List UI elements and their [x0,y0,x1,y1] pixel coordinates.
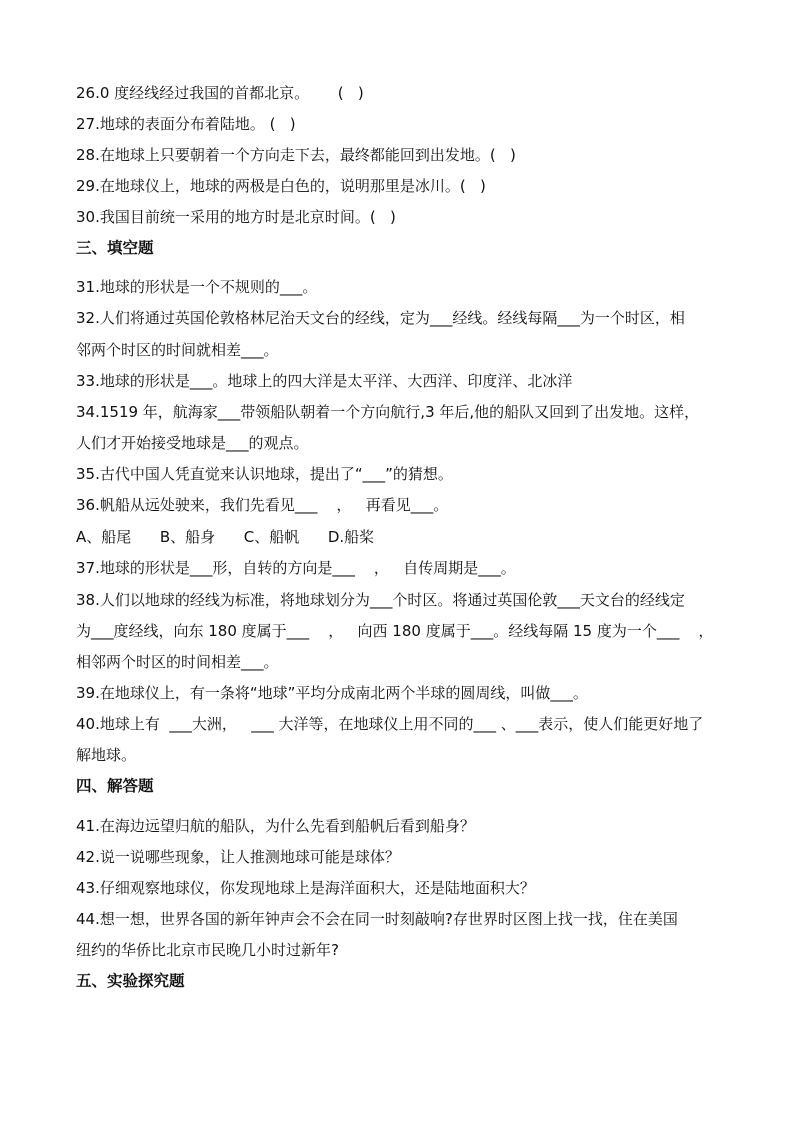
question-44-line-2: 纽约的华侨比北京市民晚几小时过新年? [76,941,339,959]
question-38-line-2: 为___度经线，向东 180 度属于___ ， 向西 180 度属于___。经线每隔 15 度为一个___ ， [76,622,714,640]
question-43: 43.仔细观察地球仪，你发现地球上是海洋面积大，还是陆地面积大？ [76,879,535,897]
question-42: 42.说一说哪些现象，让人推测地球可能是球体？ [76,848,400,866]
question-41: 41.在海边远望归航的船队，为什么先看到船帆后看到船身？ [76,817,475,835]
question-32-line-1: 32.人们将通过英国伦敦格林尼治天文台的经线，定为___经线。经线每隔___为一个时区，相 [76,309,685,327]
question-29: 29.在地球仪上，地球的两极是白色的，说明那里是冰川。( ) [76,177,486,195]
question-33: 33.地球的形状是___。地球上的四大洋是太平洋、大西洋、印度洋、北冰洋 [76,372,573,390]
section-heading-answer: 四、解答题 [76,777,154,795]
question-37: 37.地球的形状是___形，自转的方向是___ ， 自传周期是___。 [76,559,516,577]
question-39: 39.在地球仪上，有一条将“地球”平均分成南北两个半球的圆周线，叫做___。 [76,684,588,702]
section-heading-experiment: 五、实验探究题 [76,972,185,990]
question-40-line-2: 解地球。 [76,746,137,764]
question-34-line-2: 人们才开始接受地球是___的观点。 [76,434,309,452]
question-30: 30.我国目前统一采用的地方时是北京时间。( ) [76,208,396,226]
question-27: 27.地球的表面分布着陆地。 ( ) [76,115,296,133]
question-38-line-3: 相邻两个时区的时间相差___。 [76,653,279,671]
question-38-line-1: 38.人们以地球的经线为标准，将地球划分为___个时区。将通过英国伦敦___天文台的经线定 [76,591,685,609]
question-44-line-1: 44.想一想，世界各国的新年钟声会不会在同一时刻敲响?存世界时区图上找一找，住在美国 [76,910,678,928]
question-36: 36.帆船从远处驶来，我们先看见___ ， 再看见___。 [76,496,449,514]
question-31: 31.地球的形状是一个不规则的___。 [76,278,318,296]
question-28: 28.在地球上只要朝着一个方向走下去，最终都能回到出发地。( ) [76,146,516,164]
question-36-options: A、船尾 B、船身 C、船帆 D.船桨 [76,528,375,546]
question-32-line-2: 邻两个时区的时间就相差___。 [76,341,279,359]
question-35: 35.古代中国人凭直觉来认识地球，提出了“___”的猜想。 [76,465,453,483]
question-26: 26.0 度经线经过我国的首都北京。 ( ) [76,84,364,102]
section-heading-fill-in: 三、填空题 [76,239,154,257]
question-40-line-1: 40.地球上有 ___大洲， ___ 大洋等，在地球仪上用不同的___ 、___表示，使人们能更好地了 [76,715,704,733]
question-34-line-1: 34.1519 年，航海家___带领船队朝着一个方向航行,3 年后,他的船队又回到了出发地。这样， [76,403,700,421]
